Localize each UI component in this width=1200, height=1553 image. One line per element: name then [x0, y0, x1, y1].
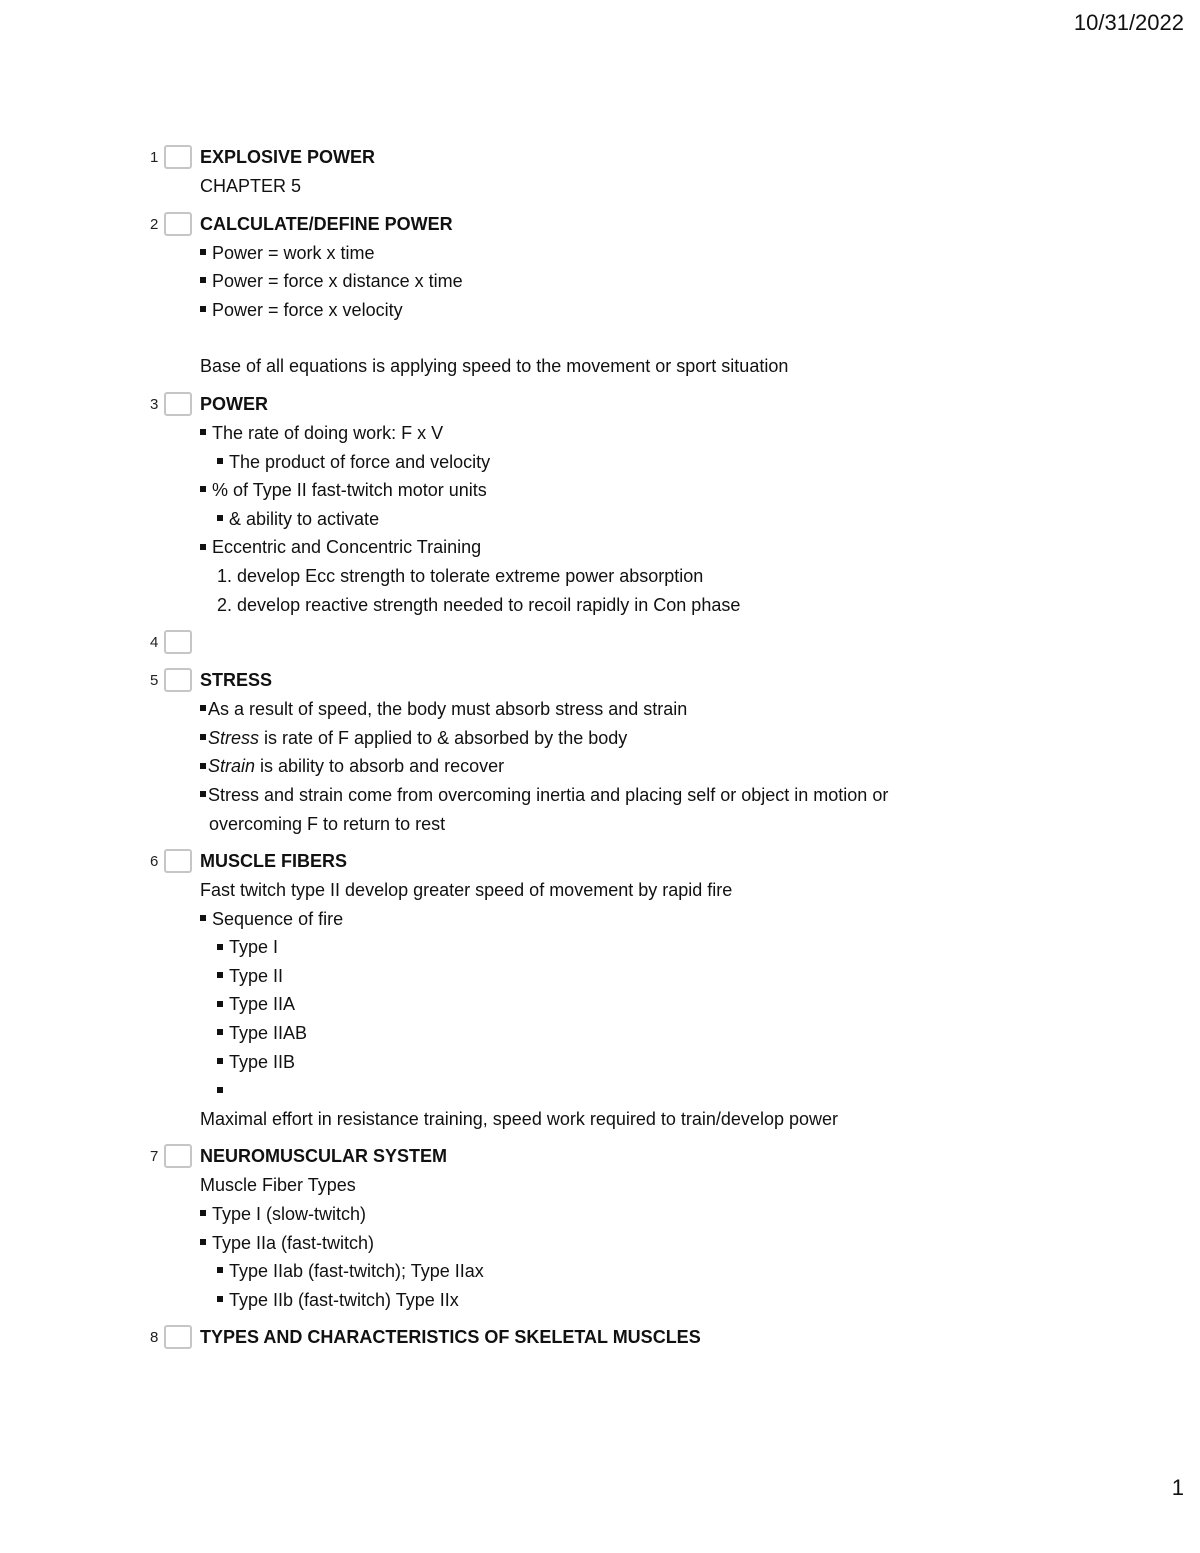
bullet-square-icon [200, 486, 206, 492]
bullet-square-icon [200, 544, 206, 550]
bullet-square-icon [200, 1210, 206, 1216]
slide-title: STRESS [200, 670, 273, 691]
slide-outro: Maximal effort in resistance training, speed work required to train/develop power [200, 1108, 838, 1129]
sub-bullet-item: & ability to activate [200, 505, 1200, 534]
bullet-item: Type IIa (fast-twitch) [200, 1229, 1200, 1258]
print-date: 10/31/2022 [1073, 10, 1184, 35]
slide-number: 8 [150, 1329, 159, 1347]
slide-5 [0, 665, 1200, 838]
slide-title: EXPLOSIVE POWER [200, 147, 376, 167]
slide-3 [0, 389, 1200, 619]
slide-number: 6 [150, 853, 159, 871]
sub-bullet-item [200, 1076, 1200, 1105]
bullet-item: Power = force x distance x time [200, 267, 1200, 296]
bullet-square-icon [200, 277, 206, 283]
bullet-square-icon [217, 1267, 223, 1273]
slide-checkbox[interactable] [164, 212, 192, 236]
slide-note: Base of all equations is applying speed to the movement or sport situation [200, 356, 789, 377]
bullet-square-icon [200, 1239, 206, 1245]
slide-checkbox[interactable] [164, 145, 192, 169]
slide-title: CALCULATE/DEFINE POWER [200, 213, 453, 234]
slide-title: MUSCLE FIBERS [200, 851, 348, 872]
emphasis-term: Strain [208, 756, 256, 777]
bullet-square-icon [200, 429, 206, 435]
bullet-square-icon [217, 944, 223, 950]
bullet-square-icon [200, 791, 206, 797]
slide-7 [0, 1141, 1200, 1314]
sub-bullet-item: The product of force and velocity [200, 448, 1200, 477]
bullet-item: Sequence of fire [200, 905, 1200, 934]
slide-title: NEUROMUSCULAR SYSTEM [200, 1146, 448, 1167]
bullet-square-icon [200, 763, 206, 769]
bullet-square-icon [200, 915, 206, 921]
bullet-square-icon [217, 515, 223, 521]
slide-1 [0, 142, 1200, 201]
bullet-square-icon [217, 1087, 223, 1093]
page-number: 1 [1171, 1475, 1184, 1500]
slide-checkbox[interactable] [164, 668, 192, 692]
slide-4 [0, 627, 1200, 657]
bullet-square-icon [217, 458, 223, 464]
sub-bullet-item: Type IIAB [200, 1019, 1200, 1048]
bullet-item: As a result of speed, the body must absorb stress and strain [200, 695, 1200, 724]
bullet-square-icon [200, 249, 206, 255]
slide-8 [0, 1322, 1200, 1352]
bullet-item: Eccentric and Concentric Training [200, 533, 1200, 562]
bullet-square-icon [200, 734, 206, 740]
sub-bullet-item: Type IIb (fast-twitch) Type IIx [200, 1286, 1200, 1315]
bullet-square-icon [217, 1029, 223, 1035]
bullet-item: Power = force x velocity [200, 296, 1200, 325]
bullet-item: Type I (slow-twitch) [200, 1200, 1200, 1229]
sub-bullet-item: Type II [200, 962, 1200, 991]
bullet-square-icon [200, 705, 206, 711]
bullet-square-icon [217, 1296, 223, 1302]
bullet-continuation: overcoming F to return to rest [209, 813, 446, 834]
slide-checkbox[interactable] [164, 849, 192, 873]
sub-bullet-item: Type IIab (fast-twitch); Type IIax [200, 1257, 1200, 1286]
slide-number: 3 [150, 395, 159, 413]
bullet-square-icon [217, 1058, 223, 1064]
slide-checkbox[interactable] [164, 392, 192, 416]
bullet-square-icon [217, 1001, 223, 1007]
bullet-item: Stress and strain come from overcoming inertia and placing self or object in motion or [200, 781, 1200, 810]
emphasis-term: Stress [208, 727, 260, 748]
slide-number: 5 [150, 672, 159, 690]
numbered-item: 1. develop Ecc strength to tolerate extreme power absorption [217, 565, 704, 586]
spacer [200, 324, 1200, 352]
slide-intro: Muscle Fiber Types [200, 1175, 356, 1196]
bullet-item: Strain is ability to absorb and recover [200, 752, 1200, 781]
sub-bullet-item: Type IIA [200, 990, 1200, 1019]
bullet-item: The rate of doing work: F x V [200, 419, 1200, 448]
bullet-item: Power = work x time [200, 239, 1200, 268]
slide-checkbox[interactable] [164, 630, 192, 654]
slide-list [0, 142, 1200, 1360]
slide-number: 2 [150, 215, 159, 233]
sub-bullet-item: Type IIB [200, 1048, 1200, 1077]
sub-bullet-item: Type I [200, 933, 1200, 962]
slide-subtitle: CHAPTER 5 [200, 176, 302, 196]
numbered-item: 2. develop reactive strength needed to recoil rapidly in Con phase [217, 594, 741, 615]
bullet-square-icon [217, 972, 223, 978]
slide-number: 7 [150, 1148, 159, 1166]
slide-number: 1 [150, 149, 159, 166]
slide-6 [0, 846, 1200, 1133]
slide-2 [0, 209, 1200, 381]
bullet-item: Stress is rate of F applied to & absorbed by the body [200, 724, 1200, 753]
slide-title [200, 627, 1200, 657]
bullet-square-icon [200, 306, 206, 312]
bullet-item: % of Type II fast-twitch motor units [200, 476, 1200, 505]
slide-checkbox[interactable] [164, 1325, 192, 1349]
slide-number: 4 [150, 634, 159, 652]
slide-checkbox[interactable] [164, 1144, 192, 1168]
slide-intro: Fast twitch type II develop greater speed of movement by rapid fire [200, 880, 733, 901]
slide-title: POWER [200, 393, 269, 414]
slide-title: TYPES AND CHARACTERISTICS OF SKELETAL MUSCLES [200, 1327, 701, 1348]
